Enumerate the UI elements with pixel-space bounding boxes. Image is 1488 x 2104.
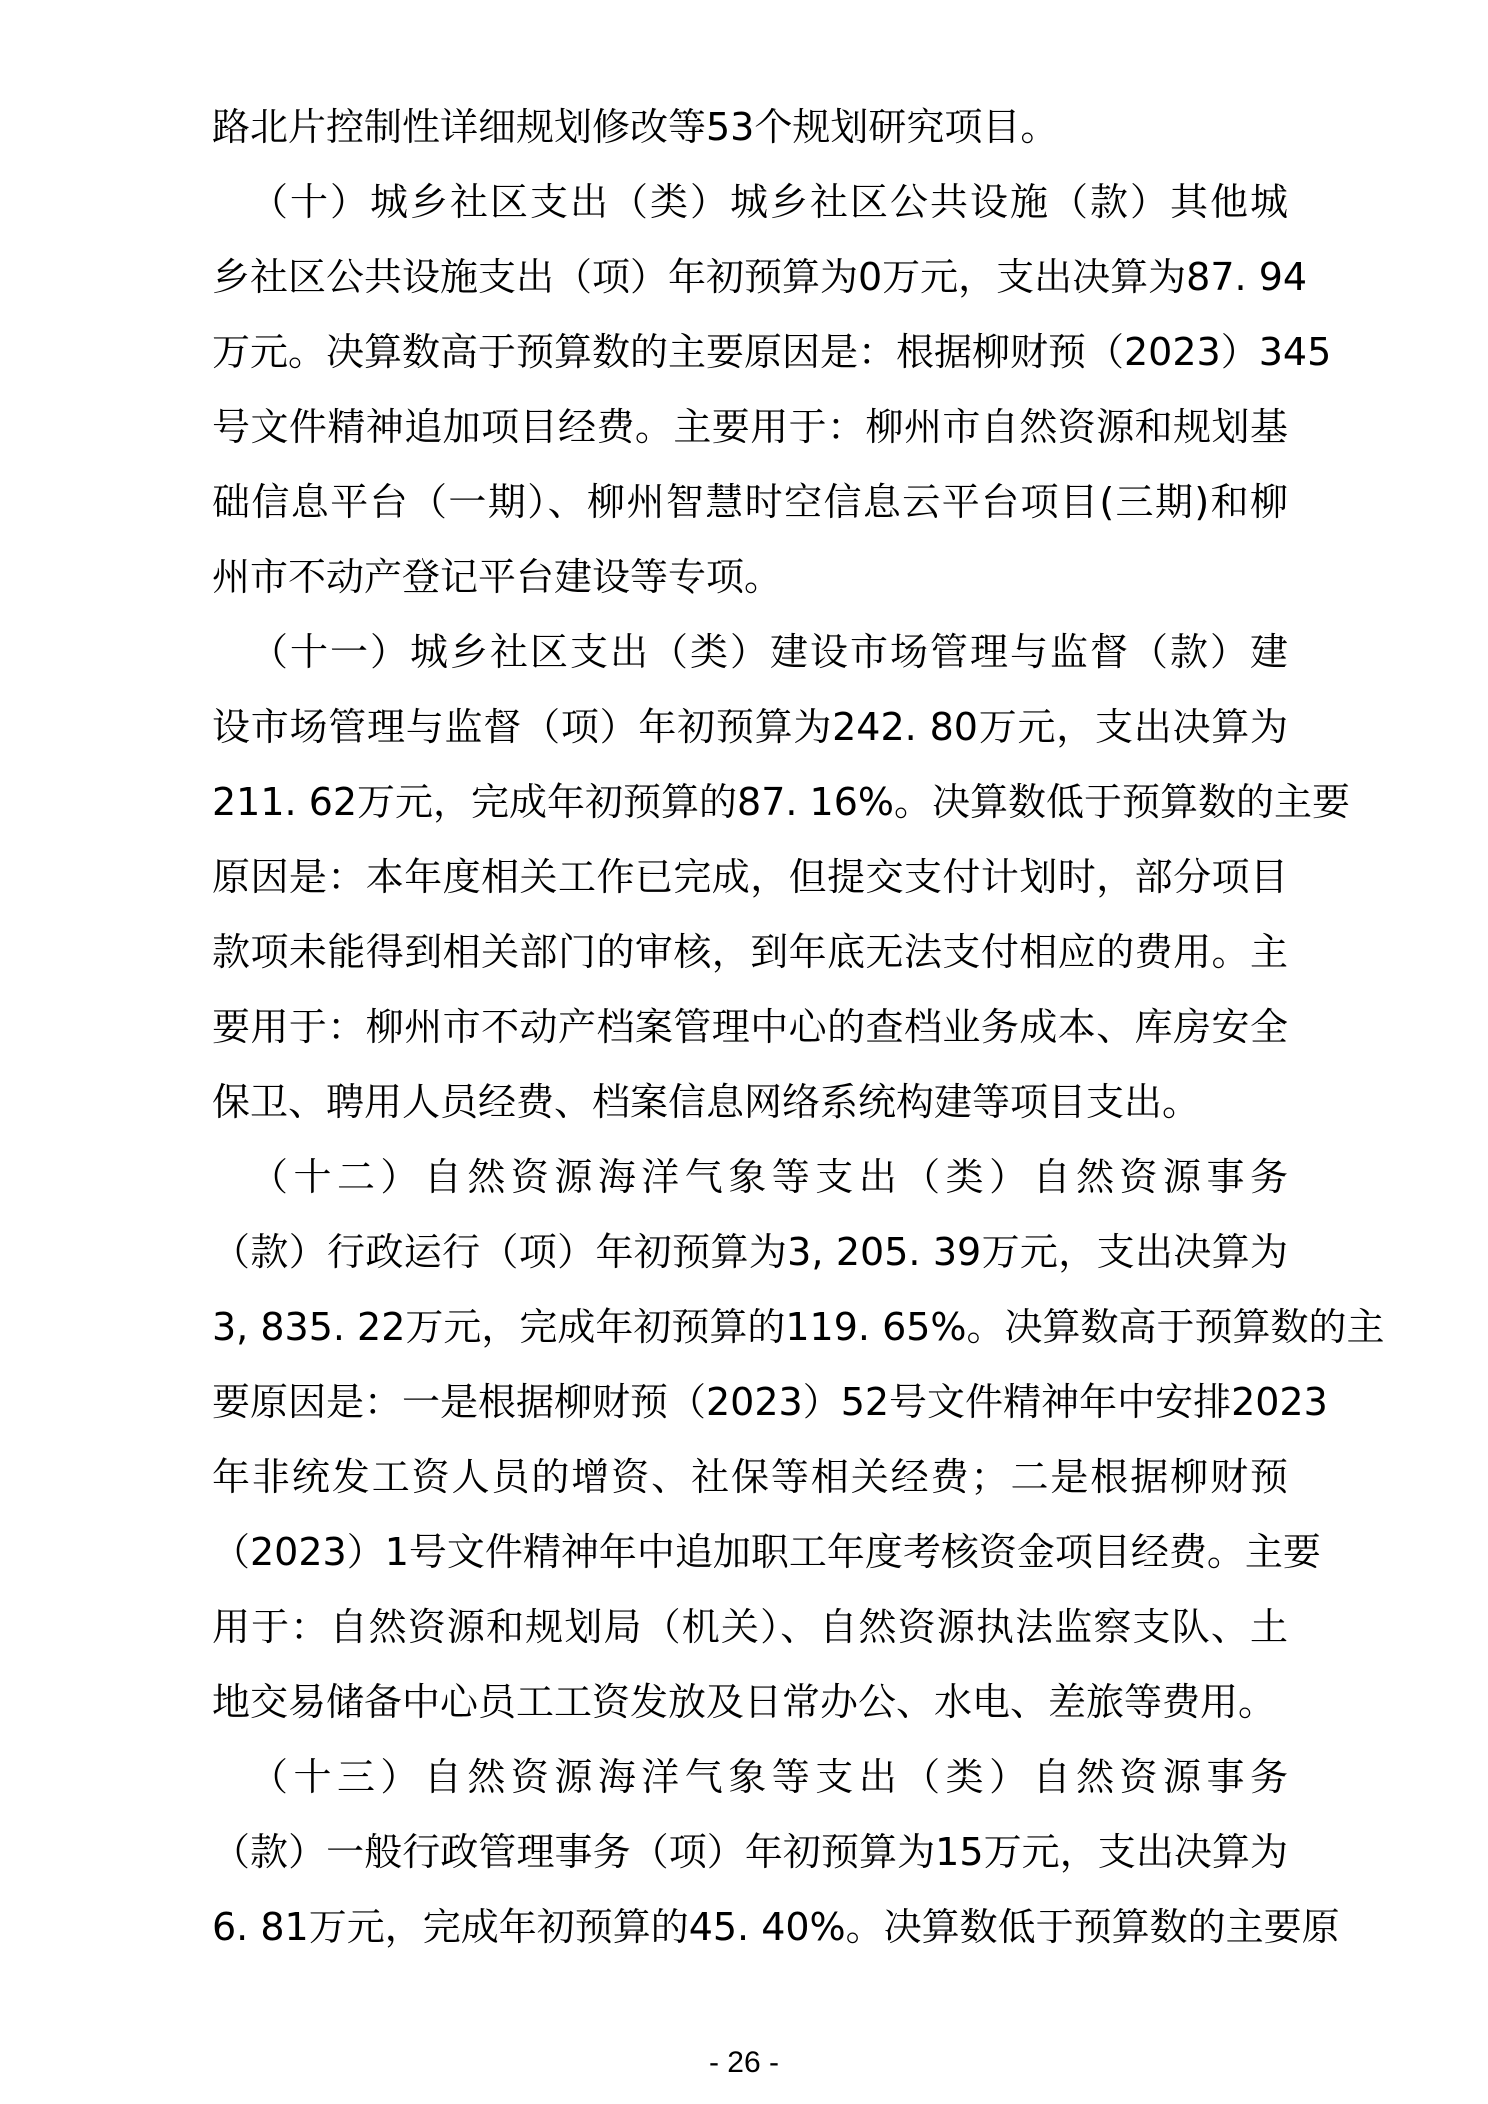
text-line: 6. 81万元，完成年初预算的45. 40%。决算数低于预算数的主要原 <box>212 1905 1340 1949</box>
paragraph <box>212 90 1288 165</box>
page-number: - 26 - <box>708 2046 780 2079</box>
document-body <box>212 90 1385 1965</box>
paragraph <box>212 165 1332 615</box>
text-line: （十一）城乡社区支出（类）建设市场管理与监督（款）建 <box>250 630 1288 674</box>
text-line: 地交易储备中心员工工资发放及日常办公、水电、差旅等费用。 <box>212 1680 1277 1724</box>
text-line: 乡社区公共设施支出（项）年初预算为0万元，支出决算为87. 94 <box>212 255 1308 299</box>
text-line: 211. 62万元，完成年初预算的87. 16%。决算数低于预算数的主要 <box>212 780 1351 824</box>
text-line: 用于：自然资源和规划局（机关）、自然资源执法监察支队、土 <box>212 1605 1288 1649</box>
paragraph <box>212 1140 1385 1740</box>
text-line: （十）城乡社区支出（类）城乡社区公共设施（款）其他城 <box>250 180 1288 224</box>
text-line: （2023）1号文件精神年中追加职工年度考核资金项目经费。主要 <box>212 1530 1321 1574</box>
text-line: （十三）自然资源海洋气象等支出（类）自然资源事务 <box>250 1755 1288 1799</box>
text-line: （十二）自然资源海洋气象等支出（类）自然资源事务 <box>250 1155 1288 1199</box>
text-line: 年非统发工资人员的增资、社保等相关经费；二是根据柳财预 <box>212 1455 1288 1499</box>
text-line: 款项未能得到相关部门的审核，到年底无法支付相应的费用。主 <box>212 930 1288 974</box>
text-line: 原因是：本年度相关工作已完成，但提交支付计划时，部分项目 <box>212 855 1288 899</box>
text-line: 保卫、聘用人员经费、档案信息网络系统构建等项目支出。 <box>212 1080 1201 1124</box>
text-line: 路北片控制性详细规划修改等53个规划研究项目。 <box>212 105 1059 149</box>
text-line: （款）一般行政管理事务（项）年初预算为15万元，支出决算为 <box>212 1830 1288 1874</box>
text-line: 要原因是：一是根据柳财预（2023）52号文件精神年中安排2023 <box>212 1380 1328 1424</box>
paragraph <box>212 615 1351 1140</box>
text-line: 础信息平台（一期）、柳州智慧时空信息云平台项目(三期)和柳 <box>212 480 1288 524</box>
text-line: 万元。决算数高于预算数的主要原因是：根据柳财预（2023）345 <box>212 330 1332 374</box>
text-line: （款）行政运行（项）年初预算为3, 205. 39万元，支出决算为 <box>212 1230 1288 1274</box>
text-line: 3, 835. 22万元，完成年初预算的119. 65%。决算数高于预算数的主 <box>212 1305 1385 1349</box>
text-line: 要用于：柳州市不动产档案管理中心的查档业务成本、库房安全 <box>212 1005 1288 1049</box>
text-line: 州市不动产登记平台建设等专项。 <box>212 555 783 599</box>
text-line: 号文件精神追加项目经费。主要用于：柳州市自然资源和规划基 <box>212 405 1288 449</box>
text-line: 设市场管理与监督（项）年初预算为242. 80万元，支出决算为 <box>212 705 1288 749</box>
paragraph <box>212 1740 1340 1965</box>
